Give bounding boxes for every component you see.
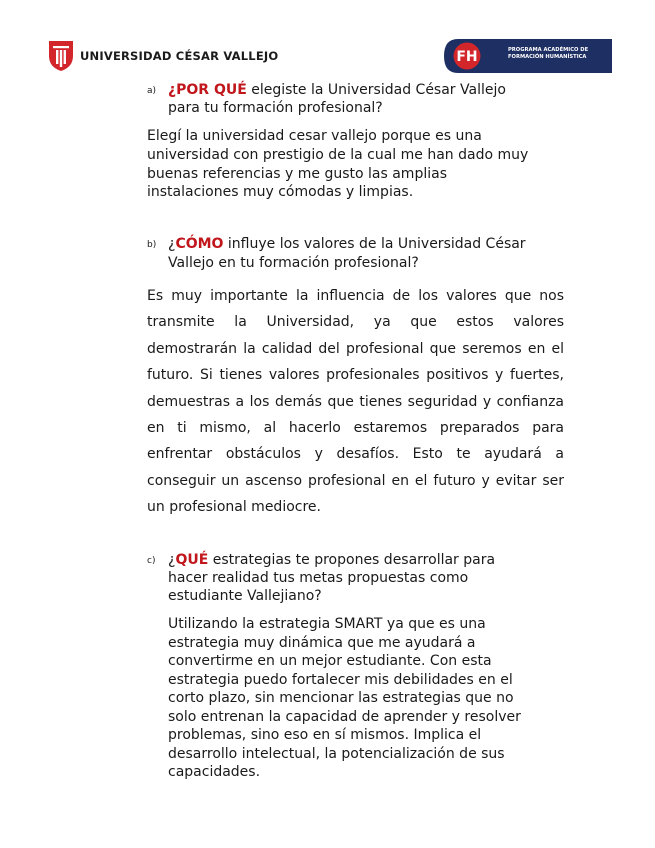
answer-a-line: Elegí la universidad cesar vallejo porque es una	[147, 128, 482, 144]
answer-c-line: problemas, sino eso en sí mismos. Implica el	[168, 727, 482, 743]
question-b-letter: b)	[147, 240, 157, 250]
question-b-line2: Vallejo en tu formación profesional?	[168, 255, 419, 271]
fh-logo-letters: FH	[456, 49, 478, 65]
question-b-prefix: ¿	[168, 236, 176, 252]
question-a-keyword: ¿POR QUÉ	[168, 82, 247, 98]
answer-c-line: Utilizando la estrategia SMART ya que es una	[168, 616, 486, 632]
answer-a	[147, 127, 572, 202]
question-a-line2: para tu formación profesional?	[168, 100, 383, 116]
question-c-prefix: ¿	[168, 552, 176, 568]
question-a	[168, 81, 506, 99]
program-line-1: PROGRAMA ACADÉMICO DE	[508, 47, 589, 53]
answer-b: Es muy importante la influencia de los valores que nos transmite la Universidad, ya que estos valores demostrarán la calidad del profesional que seremos en el futuro. Si tienes valores profesionales positivos y fuertes, demuestras a los demás que tienes seguridad y confianza en ti mismo, al hacerlo estaremos preparados para enfrentar obstáculos y desafíos. Esto te ayudará a conseguir un ascenso profesional en el futuro y evitar ser un profesional mediocre.	[147, 288, 564, 516]
answer-c-line: estrategia puedo fortalecer mis debilidades en el	[168, 671, 513, 688]
question-c	[168, 551, 495, 569]
university-name: UNIVERSIDAD CÉSAR VALLEJO	[80, 49, 279, 63]
question-a-line1: elegiste la Universidad César Vallejo	[246, 82, 506, 98]
answer-a-line: buenas referencias y me gusto las amplias	[147, 165, 447, 182]
university-logo-icon	[48, 38, 74, 72]
question-b-keyword: CÓMO	[175, 236, 224, 252]
answer-c-line: estrategia muy dinámica que me ayudará a	[168, 634, 476, 651]
answer-c	[168, 615, 568, 782]
program-name	[508, 47, 588, 61]
answer-c-line: desarrollo intelectual, la potencialización de sus	[168, 745, 505, 762]
answer-a-line: instalaciones muy cómodas y limpias.	[147, 184, 414, 201]
program-line-2: FORMACIÓN HUMANÍSTICA	[508, 54, 587, 60]
fh-logo-icon	[453, 42, 481, 70]
answer-a-line: universidad con prestigio de la cual me han dado muy	[147, 146, 529, 163]
question-c-keyword: QUÉ	[175, 552, 209, 568]
question-c-line3: estudiante Vallejiano?	[168, 588, 322, 604]
question-c-line2: hacer realidad tus metas propuestas como	[168, 570, 469, 586]
answer-c-line: convertirme en un mejor estudiante. Con esta	[168, 653, 492, 669]
question-a-letter: a)	[147, 86, 157, 96]
answer-c-line: solo entrenan la capacidad de aprender y resolver	[168, 708, 521, 725]
question-c-letter: c)	[147, 556, 156, 566]
question-b-line1: influye los valores de la Universidad César	[223, 236, 526, 252]
question-b	[168, 235, 526, 253]
answer-c-line: capacidades.	[168, 764, 261, 780]
question-c-line1: estrategias te propones desarrollar para	[208, 552, 496, 568]
answer-c-line: corto plazo, sin mencionar las estrategias que no	[168, 690, 514, 706]
